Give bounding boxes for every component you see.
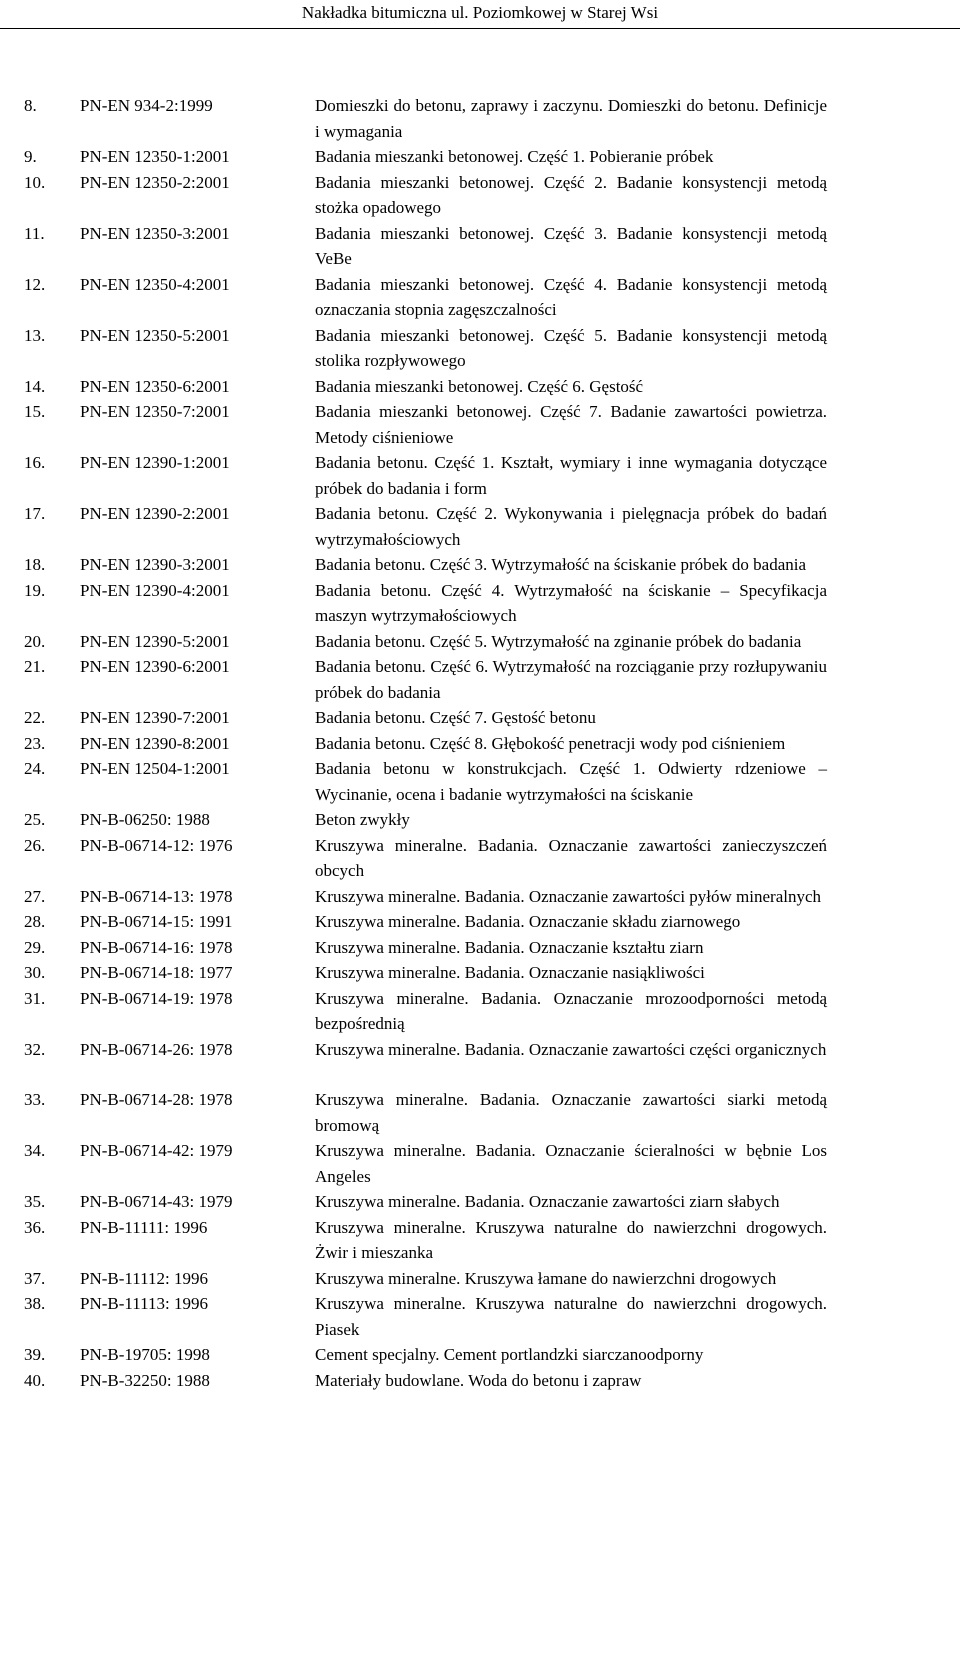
header-rule xyxy=(0,28,960,29)
standard-description: Kruszywa mineralne. Badania. Oznaczanie zawartości ziarn słabych xyxy=(315,1192,780,1211)
standard-code: PN-B-06714-28: 1978 xyxy=(80,1090,233,1109)
standard-code: PN-B-11113: 1996 xyxy=(80,1294,208,1313)
standard-description: Kruszywa mineralne. Badania. Oznaczanie mrozoodporności metodą bezpośrednią xyxy=(315,988,827,1033)
list-item xyxy=(0,731,960,757)
list-item xyxy=(0,654,960,705)
standard-description: Badania mieszanki betonowej. Część 2. Badanie konsystencji metodą stożka opadowego xyxy=(315,172,827,217)
standard-code: PN-EN 12390-7:2001 xyxy=(80,708,230,727)
list-item xyxy=(0,884,960,910)
standard-description: Domieszki do betonu, zaprawy i zaczynu. Domieszki do betonu. Definicje i wymagania xyxy=(315,96,827,141)
list-item xyxy=(0,93,960,144)
item-number: 38. xyxy=(24,1294,46,1313)
standard-description: Badania betonu. Część 7. Gęstość betonu xyxy=(315,708,596,727)
list-item xyxy=(0,935,960,961)
item-number: 22. xyxy=(24,708,46,727)
list-item xyxy=(0,399,960,450)
standard-code: PN-EN 12350-2:2001 xyxy=(80,172,230,192)
item-number: 25. xyxy=(24,810,46,829)
list-item xyxy=(0,1189,960,1215)
item-number: 15. xyxy=(24,402,46,421)
list-item xyxy=(0,221,960,272)
standards-list xyxy=(0,93,960,1393)
page-header-title: Nakładka bitumiczna ul. Poziomkowej w Starej Wsi xyxy=(301,3,659,22)
standard-description: Kruszywa mineralne. Badania. Oznaczanie zawartości siarki metodą bromową xyxy=(315,1090,827,1135)
standard-code: PN-B-06714-13: 1978 xyxy=(80,886,233,906)
item-number: 10. xyxy=(24,172,46,192)
item-number: 24. xyxy=(24,759,46,778)
standard-description: Badania mieszanki betonowej. Część 5. Badanie konsystencji metodą stolika rozpływowego xyxy=(315,325,827,370)
standard-code: PN-EN 12390-6:2001 xyxy=(80,657,230,676)
item-number: 35. xyxy=(24,1192,46,1211)
item-number: 16. xyxy=(24,453,46,472)
standard-description: Kruszywa mineralne. Kruszywa łamane do nawierzchni drogowych xyxy=(315,1268,777,1288)
page-header xyxy=(0,0,960,26)
item-number: 8. xyxy=(24,96,37,115)
standard-code: PN-B-06714-16: 1978 xyxy=(80,937,233,957)
standard-code: PN-EN 12390-1:2001 xyxy=(80,453,230,472)
list-item xyxy=(0,1368,960,1394)
standard-code: PN-EN 12390-3:2001 xyxy=(80,555,230,574)
item-number: 31. xyxy=(24,988,46,1008)
item-number: 28. xyxy=(24,912,46,931)
list-item xyxy=(0,578,960,629)
list-item xyxy=(0,1215,960,1266)
standard-description: Kruszywa mineralne. Badania. Oznaczanie zawartości zanieczyszczeń obcych xyxy=(315,835,827,880)
item-number: 37. xyxy=(24,1268,46,1288)
standard-code: PN-EN 12390-4:2001 xyxy=(80,580,230,600)
item-number: 40. xyxy=(24,1370,46,1390)
item-number: 34. xyxy=(24,1141,46,1160)
standard-description: Badania mieszanki betonowej. Część 6. Gęstość xyxy=(315,376,644,396)
item-number: 32. xyxy=(24,1039,46,1059)
list-item xyxy=(0,170,960,221)
item-number: 21. xyxy=(24,657,46,676)
standard-description: Badania betonu. Część 5. Wytrzymałość na zginanie próbek do badania xyxy=(315,631,802,651)
standard-description: Kruszywa mineralne. Kruszywa naturalne do nawierzchni drogowych. Piasek xyxy=(315,1294,827,1339)
item-number: 29. xyxy=(24,937,46,957)
item-number: 9. xyxy=(24,147,37,166)
list-item xyxy=(0,807,960,833)
standard-code: PN-EN 12504-1:2001 xyxy=(80,759,230,778)
item-number: 11. xyxy=(24,223,45,243)
list-item xyxy=(0,705,960,731)
standard-description: Badania betonu. Część 2. Wykonywania i pielęgnacja próbek do badań wytrzymałościowych xyxy=(315,504,827,549)
standard-description: Kruszywa mineralne. Badania. Oznaczanie zawartości pyłów mineralnych xyxy=(315,886,822,906)
standard-description: Badania mieszanki betonowej. Część 3. Badanie konsystencji metodą VeBe xyxy=(315,223,827,268)
standard-code: PN-B-19705: 1998 xyxy=(80,1345,210,1364)
standard-description: Badania betonu. Część 4. Wytrzymałość na ściskanie – Specyfikacja maszyn wytrzymałościowych xyxy=(315,580,827,625)
standard-description: Kruszywa mineralne. Badania. Oznaczanie kształtu ziarn xyxy=(315,937,704,957)
standard-description: Kruszywa mineralne. Badania. Oznaczanie składu ziarnowego xyxy=(315,912,741,931)
standard-code: PN-B-06714-26: 1978 xyxy=(80,1039,233,1059)
item-number: 26. xyxy=(24,835,46,855)
standard-code: PN-EN 12390-2:2001 xyxy=(80,504,230,523)
list-item xyxy=(0,450,960,501)
list-item xyxy=(0,323,960,374)
item-number: 14. xyxy=(24,376,46,396)
item-number: 33. xyxy=(24,1090,46,1109)
item-number: 13. xyxy=(24,325,46,345)
standard-code: PN-EN 12350-4:2001 xyxy=(80,274,230,294)
list-item xyxy=(0,986,960,1037)
list-item xyxy=(0,1291,960,1342)
item-number: 27. xyxy=(24,886,46,906)
list-item xyxy=(0,374,960,400)
item-number: 17. xyxy=(24,504,46,523)
standard-description: Badania betonu w konstrukcjach. Część 1. Odwierty rdzeniowe – Wycinanie, ocena i badanie wytrzymałości na ściskanie xyxy=(315,759,827,804)
standard-code: PN-EN 12350-3:2001 xyxy=(80,223,230,243)
page-break-gap xyxy=(0,1062,960,1087)
item-number: 18. xyxy=(24,555,46,574)
list-item xyxy=(0,909,960,935)
item-number: 36. xyxy=(24,1217,46,1237)
standard-code: PN-B-06714-42: 1979 xyxy=(80,1141,233,1160)
standard-code: PN-B-06714-15: 1991 xyxy=(80,912,233,931)
standard-code: PN-B-11112: 1996 xyxy=(80,1268,208,1288)
list-item xyxy=(0,501,960,552)
standard-description: Badania betonu. Część 8. Głębokość penetracji wody pod ciśnieniem xyxy=(315,733,786,753)
list-item xyxy=(0,960,960,986)
standard-code: PN-EN 12350-6:2001 xyxy=(80,376,230,396)
standard-description: Kruszywa mineralne. Kruszywa naturalne do nawierzchni drogowych. Żwir i mieszanka xyxy=(315,1217,827,1262)
list-item xyxy=(0,1087,960,1138)
list-item xyxy=(0,1266,960,1292)
standard-code: PN-B-06714-43: 1979 xyxy=(80,1192,233,1211)
standard-description: Badania mieszanki betonowej. Część 1. Pobieranie próbek xyxy=(315,147,714,166)
item-number: 39. xyxy=(24,1345,46,1364)
standard-code: PN-B-06714-19: 1978 xyxy=(80,988,233,1008)
standard-description: Beton zwykły xyxy=(315,810,410,829)
standard-description: Kruszywa mineralne. Badania. Oznaczanie nasiąkliwości xyxy=(315,963,705,982)
item-number: 12. xyxy=(24,274,46,294)
item-number: 23. xyxy=(24,733,46,753)
list-item xyxy=(0,552,960,578)
item-number: 30. xyxy=(24,963,46,982)
item-number: 19. xyxy=(24,580,46,600)
list-item xyxy=(0,144,960,170)
standard-code: PN-EN 12390-8:2001 xyxy=(80,733,230,753)
list-item xyxy=(0,1342,960,1368)
standard-description: Badania betonu. Część 1. Kształt, wymiary i inne wymagania dotyczące próbek do badania i form xyxy=(315,453,827,498)
standard-code: PN-EN 12350-1:2001 xyxy=(80,147,230,166)
list-item xyxy=(0,1037,960,1063)
list-item xyxy=(0,629,960,655)
standard-code: PN-EN 12350-5:2001 xyxy=(80,325,230,345)
standard-description: Kruszywa mineralne. Badania. Oznaczanie zawartości części organicznych xyxy=(315,1039,827,1059)
standard-code: PN-EN 12350-7:2001 xyxy=(80,402,230,421)
standard-code: PN-B-06714-12: 1976 xyxy=(80,835,233,855)
standard-description: Badania mieszanki betonowej. Część 7. Badanie zawartości powietrza. Metody ciśnieniowe xyxy=(315,402,827,447)
item-number: 20. xyxy=(24,631,46,651)
list-item xyxy=(0,756,960,807)
standard-code: PN-B-06250: 1988 xyxy=(80,810,210,829)
standard-code: PN-B-11111: 1996 xyxy=(80,1217,208,1237)
standard-code: PN-B-06714-18: 1977 xyxy=(80,963,233,982)
standard-code: PN-B-32250: 1988 xyxy=(80,1370,210,1390)
standard-description: Materiały budowlane. Woda do betonu i zapraw xyxy=(315,1370,642,1390)
standard-description: Badania betonu. Część 6. Wytrzymałość na rozciąganie przy rozłupywaniu próbek do badania xyxy=(315,657,827,702)
list-item xyxy=(0,833,960,884)
standard-code: PN-EN 12390-5:2001 xyxy=(80,631,230,651)
list-item xyxy=(0,272,960,323)
list-item xyxy=(0,1138,960,1189)
standard-code: PN-EN 934-2:1999 xyxy=(80,96,213,115)
standard-description: Badania mieszanki betonowej. Część 4. Badanie konsystencji metodą oznaczania stopnia zagęszczalności xyxy=(315,274,827,319)
standard-description: Badania betonu. Część 3. Wytrzymałość na ściskanie próbek do badania xyxy=(315,555,807,574)
standard-description: Kruszywa mineralne. Badania. Oznaczanie ścieralności w bębnie Los Angeles xyxy=(315,1141,827,1186)
standard-description: Cement specjalny. Cement portlandzki siarczanoodporny xyxy=(315,1345,704,1364)
